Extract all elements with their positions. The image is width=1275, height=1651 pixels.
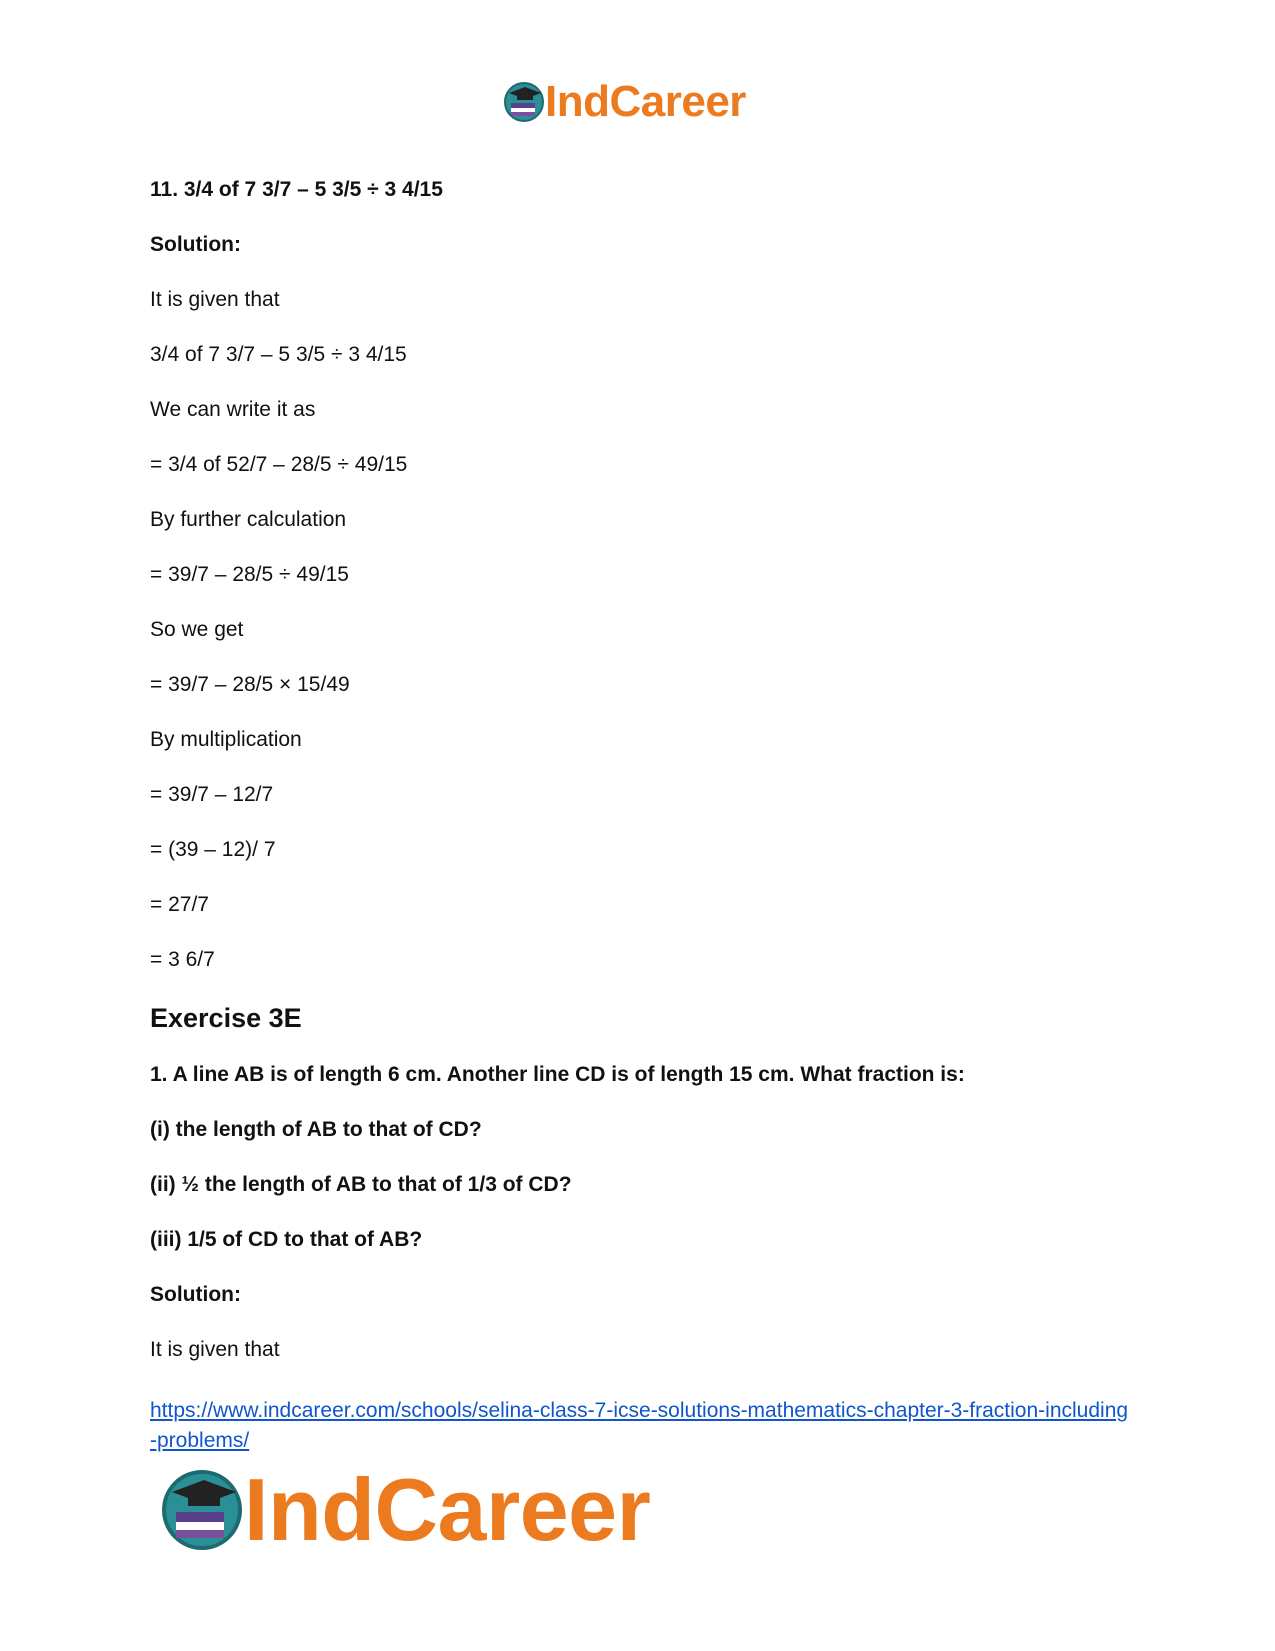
document-body: [150, 177, 1125, 1392]
solution-step: By multiplication: [150, 728, 302, 751]
solution-step: = 39/7 – 12/7: [150, 783, 274, 806]
solution-step: 3/4 of 7 3/7 – 5 3/5 ÷ 3 4/15: [150, 343, 407, 366]
solution-step: = (39 – 12)/ 7: [150, 838, 276, 861]
header-logo: [503, 77, 746, 126]
question-title: 1. A line AB is of length 6 cm. Another line CD is of length 15 cm. What fraction is:: [150, 1063, 965, 1086]
exercise-heading: Exercise 3E: [150, 1003, 302, 1033]
footer-logo: [160, 1460, 651, 1559]
solution-step: It is given that: [150, 288, 280, 311]
logo-text: IndCareer: [244, 1460, 651, 1559]
logo-text: IndCareer: [545, 77, 746, 126]
solution-label: Solution:: [150, 233, 241, 256]
solution-step: By further calculation: [150, 508, 347, 531]
question-part: (i) the length of AB to that of CD?: [150, 1118, 482, 1141]
solution-step: = 3/4 of 52/7 – 28/5 ÷ 49/15: [150, 453, 408, 476]
question-part: (iii) 1/5 of CD to that of AB?: [150, 1228, 423, 1251]
solution-step: = 3 6/7: [150, 948, 215, 971]
question-title: 11. 3/4 of 7 3/7 – 5 3/5 ÷ 3 4/15: [150, 178, 443, 201]
solution-step: = 27/7: [150, 893, 209, 916]
source-link[interactable]: https://www.indcareer.com/schools/selina-class-7-icse-solutions-mathematics-chapter-3-fraction-including-problems/: [150, 1399, 1129, 1452]
solution-step: So we get: [150, 618, 244, 641]
solution-step: We can write it as: [150, 398, 316, 421]
solution-label: Solution:: [150, 1283, 241, 1306]
solution-step: It is given that: [150, 1338, 280, 1361]
question-part: (ii) ½ the length of AB to that of 1/3 of CD?: [150, 1173, 572, 1196]
solution-step: = 39/7 – 28/5 × 15/49: [150, 673, 350, 696]
solution-step: = 39/7 – 28/5 ÷ 49/15: [150, 563, 349, 586]
graduation-cap-book-globe-icon: [503, 81, 545, 123]
graduation-cap-book-globe-icon: [160, 1468, 244, 1552]
